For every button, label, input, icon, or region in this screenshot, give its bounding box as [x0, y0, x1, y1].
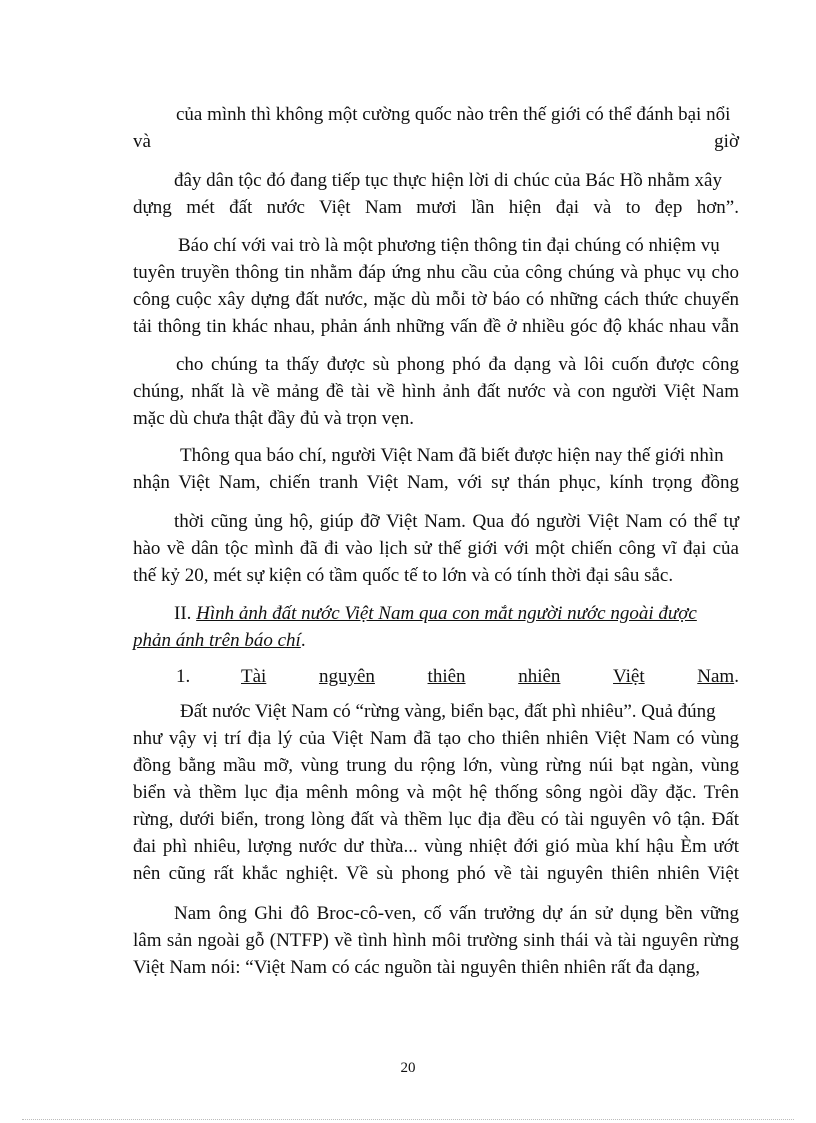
text-line: biển và thềm lục địa mênh mông và một hệ thống sông ngòi dầy đặc. Trên — [133, 782, 739, 803]
text-line: thời cũng ủng hộ, giúp đỡ Việt Nam. Qua đó người Việt Nam có thể tự — [174, 511, 739, 532]
text-line: nên cũng rất khắc nghiệt. Về sù phong phó về tài nguyên thiên nhiên Việt — [133, 863, 739, 884]
text-line: công cuộc xây dựng đất nước, mặc dù mỗi tờ báo có những cách thức chuyển — [133, 289, 739, 310]
text-line: tuyên truyền thông tin nhằm đáp ứng nhu cầu của công chúng và phục vụ cho — [133, 262, 739, 283]
text-line: Nam ông Ghi đô Broc-cô-ven, cố vấn trưởng dự án sử dụng bền vững — [174, 903, 739, 924]
section-number: II. — [174, 603, 192, 624]
text-line: lâm sản ngoài gỗ (NTFP) về tình hình môi trường sinh thái và tài nguyên rừng — [133, 930, 739, 951]
heading-word: thiên — [427, 666, 466, 687]
text-line: Báo chí với vai trò là một phương tiện thông tin đại chúng có nhiệm vụ — [178, 235, 720, 256]
text-line: Việt Nam nói: “Việt Nam có các nguồn tài nguyên thiên nhiên rất đa dạng, — [133, 957, 701, 978]
text-line: Đất nước Việt Nam có “rừng vàng, biển bạc, đất phì nhiêu”. Quả đúng — [180, 701, 716, 722]
text-line: chúng, nhất là về mảng đề tài về hình ảnh đất nước và con người Việt Nam — [133, 381, 739, 402]
text-line — [133, 130, 739, 154]
heading-word: nhiên — [518, 666, 561, 687]
text-line: Thông qua báo chí, người Việt Nam đã biết được hiện nay thế giới nhìn — [180, 445, 724, 466]
subsection-number: 1. — [176, 666, 191, 687]
heading-word — [697, 665, 739, 689]
text-line: mặc dù chưa thật đầy đủ và trọn vẹn. — [133, 408, 414, 429]
heading-word: Việt — [613, 666, 645, 687]
text-line: cho chúng ta thấy được sù phong phó đa dạng và lôi cuốn được công — [176, 354, 739, 375]
text-word: và — [133, 131, 151, 152]
text-line: đai phì nhiêu, lượng nước dư thừa... vùng nhiệt đới gió mùa khí hậu Èm ướt — [133, 836, 739, 857]
text-line: thế kỷ 20, mét sự kiện có tầm quốc tế to lớn và có tính thời đại sâu sắc. — [133, 565, 674, 586]
text-line: tải thông tin khác nhau, phản ánh những vấn đề ở nhiều góc độ khác nhau vẫn — [133, 316, 739, 337]
text-line: rừng, dưới biển, trong lòng đất và thềm lục địa đều có tài nguyên vô tận. Đất — [133, 809, 739, 830]
heading-word-last: Nam — [697, 666, 735, 687]
subsection-heading — [241, 665, 739, 689]
heading-word: Tài — [241, 666, 267, 687]
page-number: 20 — [400, 1060, 416, 1076]
section-title-end: . — [300, 630, 306, 651]
heading-end: . — [734, 666, 739, 687]
section-title: Hình ảnh đất nước Việt Nam qua con mắt người nước ngoài được — [196, 603, 697, 624]
heading-word: nguyên — [318, 666, 375, 687]
section-heading — [174, 602, 697, 626]
text-line: dựng mét đất nước Việt Nam mươi lần hiện đại và to đẹp hơn”. — [133, 197, 739, 218]
page-bottom-divider — [22, 1119, 794, 1120]
section-title: phản ánh trên báo chí — [133, 630, 301, 651]
section-heading-continued — [133, 629, 306, 653]
text-line: của mình thì không một cường quốc nào trên thế giới có thể đánh bại nổi — [176, 104, 731, 125]
text-line: đồng bằng mầu mỡ, vùng trung du rộng lớn, vùng rừng núi bạt ngàn, vùng — [133, 755, 739, 776]
text-word: giờ — [714, 131, 739, 152]
text-line: đây dân tộc đó đang tiếp tục thực hiện lời di chúc của Bác Hồ nhằm xây — [174, 170, 722, 191]
text-line: như vậy vị trí địa lý của Việt Nam đã tạo cho thiên nhiên Việt Nam có vùng — [133, 728, 739, 749]
text-line: nhận Việt Nam, chiến tranh Việt Nam, với sự thán phục, kính trọng đồng — [133, 472, 739, 493]
text-line: hào về dân tộc mình đã đi vào lịch sử thế giới với một chiến công vĩ đại của — [133, 538, 739, 559]
